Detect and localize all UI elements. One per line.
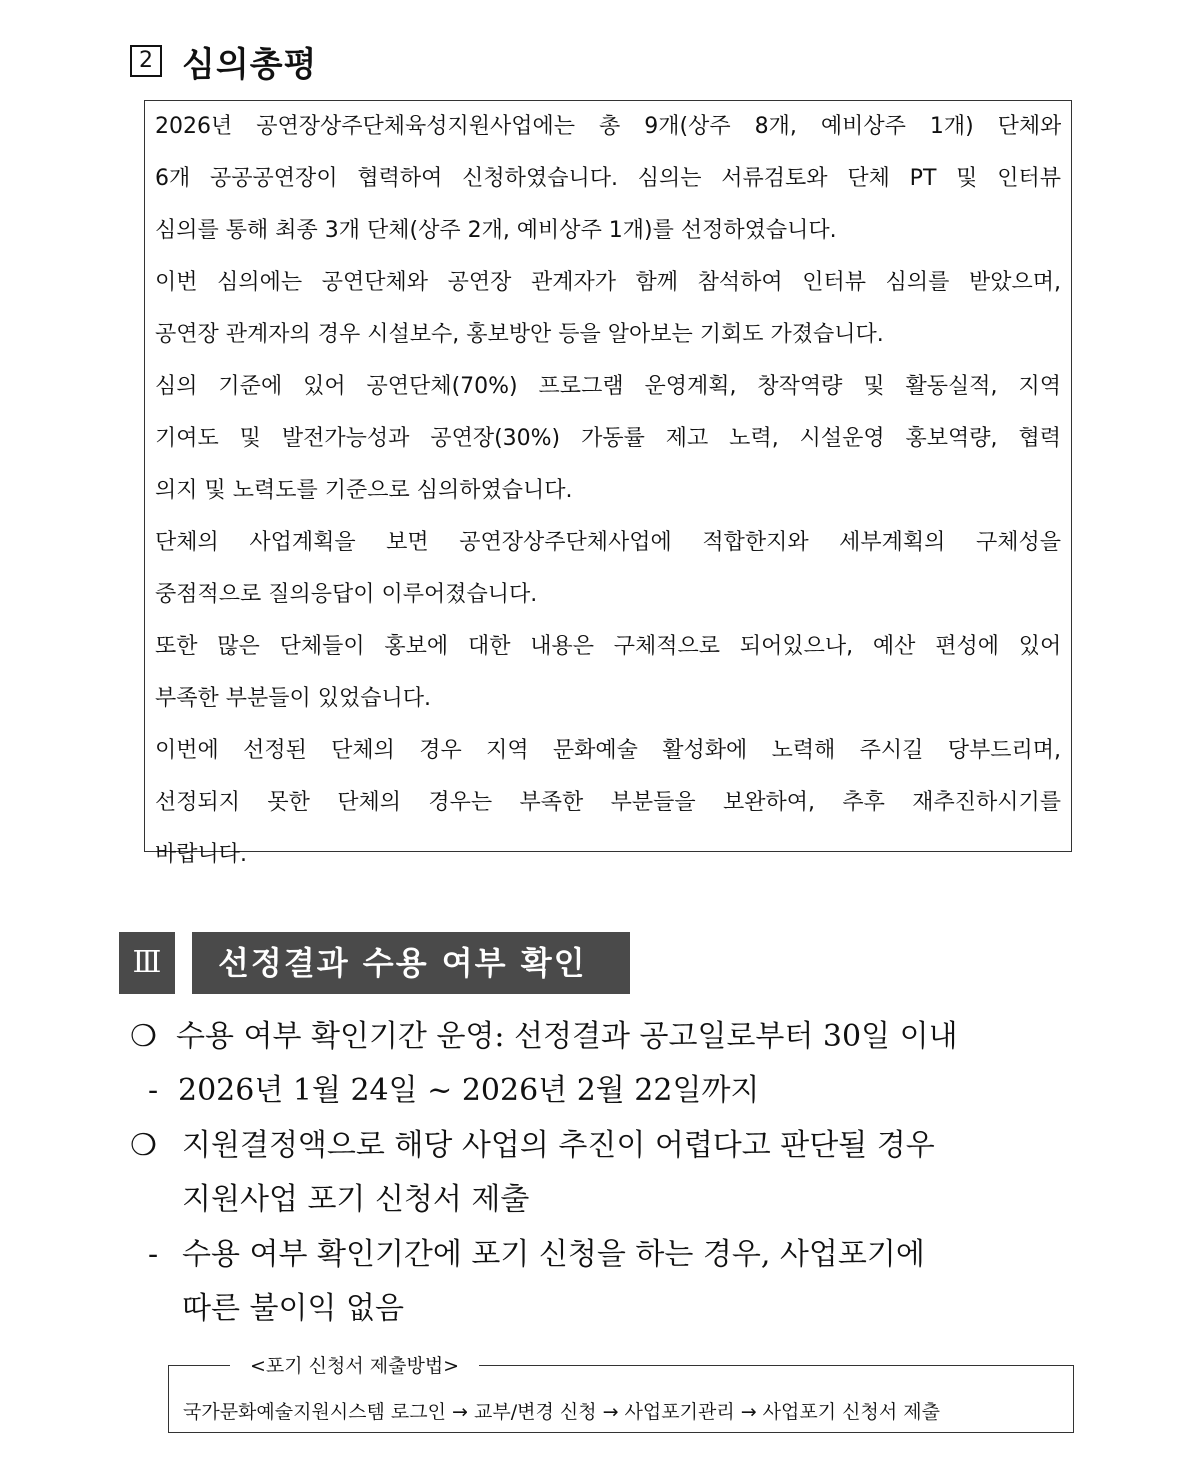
submission-method-text: 국가문화예술지원시스템 로그인 → 교부/변경 신청 → 사업포기관리 → 사업포기 신청서 제출 — [183, 1401, 940, 1423]
review-line: 공연장 관계자의 경우 시설보수, 홍보방안 등을 알아보는 기회도 가졌습니다. — [155, 322, 884, 347]
review-line: 중점적으로 질의응답이 이루어졌습니다. — [155, 582, 538, 607]
bullet-text: 지원결정액으로 해당 사업의 추진이 어렵다고 판단될 경우 — [182, 1128, 935, 1163]
review-line: 단체의 사업계획을 보면 공연장상주단체사업에 적합한지와 세부계획의 구체성을 — [155, 530, 1061, 555]
bullet-item — [130, 1010, 958, 1064]
sub-text: 2026년 1월 24일 ~ 2026년 2월 22일까지 — [178, 1073, 760, 1108]
review-line: 이번 심의에는 공연단체와 공연장 관계자가 함께 참석하여 인터뷰 심의를 받았으며, — [155, 270, 1061, 295]
sub-text: 수용 여부 확인기간에 포기 신청을 하는 경우, 사업포기에 — [182, 1237, 925, 1272]
review-line: 또한 많은 단체들이 홍보에 대한 내용은 구체적으로 되어있으나, 예산 편성에 있어 — [155, 634, 1061, 659]
review-line: 2026년 공연장상주단체육성지원사업에는 총 9개(상주 8개, 예비상주 1개) 단체와 — [155, 114, 1061, 139]
sub-item — [148, 1064, 759, 1118]
dash-icon: - — [148, 1073, 159, 1108]
bullet-item — [130, 1119, 1076, 1173]
section2-heading — [130, 36, 317, 86]
review-line: 심의 기준에 있어 공연단체(70%) 프로그램 운영계획, 창작역량 및 활동실적, 지역 — [155, 374, 1061, 399]
bullet-text: 수용 여부 확인기간 운영: 선정결과 공고일로부터 30일 이내 — [176, 1019, 958, 1054]
section3-roman-numeral: Ⅲ — [119, 932, 175, 994]
section3-heading — [119, 932, 630, 994]
submission-method-label: <포기 신청서 제출방법> — [230, 1353, 479, 1379]
sub-item — [148, 1228, 1076, 1282]
review-line: 의지 및 노력도를 기준으로 심의하였습니다. — [155, 478, 573, 503]
bullet-circle-icon: ❍ — [130, 1019, 157, 1054]
review-line: 기여도 및 발전가능성과 공연장(30%) 가동률 제고 노력, 시설운영 홍보역량, 협력 — [155, 426, 1061, 451]
section2-title: 심의총평 — [182, 44, 318, 85]
section3-title: 선정결과 수용 여부 확인 — [192, 932, 630, 994]
review-line: 6개 공공공연장이 협력하여 신청하였습니다. 심의는 서류검토와 단체 PT 및 인터뷰 — [155, 166, 1061, 191]
review-summary-box — [144, 100, 1072, 867]
section2-number-box: 2 — [130, 45, 162, 77]
bullet-circle-icon: ❍ — [130, 1128, 157, 1163]
sub-continuation: 따른 불이익 없음 — [182, 1291, 404, 1326]
review-line: 선정되지 못한 단체의 경우는 부족한 부분들을 보완하여, 추후 재추진하시기를 — [155, 790, 1061, 815]
bullet-continuation: 지원사업 포기 신청서 제출 — [182, 1182, 530, 1217]
review-line: 부족한 부분들이 있었습니다. — [155, 686, 432, 711]
dash-icon: - — [148, 1237, 159, 1272]
review-line: 이번에 선정된 단체의 경우 지역 문화예술 활성화에 노력해 주시길 당부드리며, — [155, 738, 1061, 763]
review-line: 심의를 통해 최종 3개 단체(상주 2개, 예비상주 1개)를 선정하였습니다. — [155, 218, 837, 243]
review-line: 바랍니다. — [155, 842, 248, 867]
